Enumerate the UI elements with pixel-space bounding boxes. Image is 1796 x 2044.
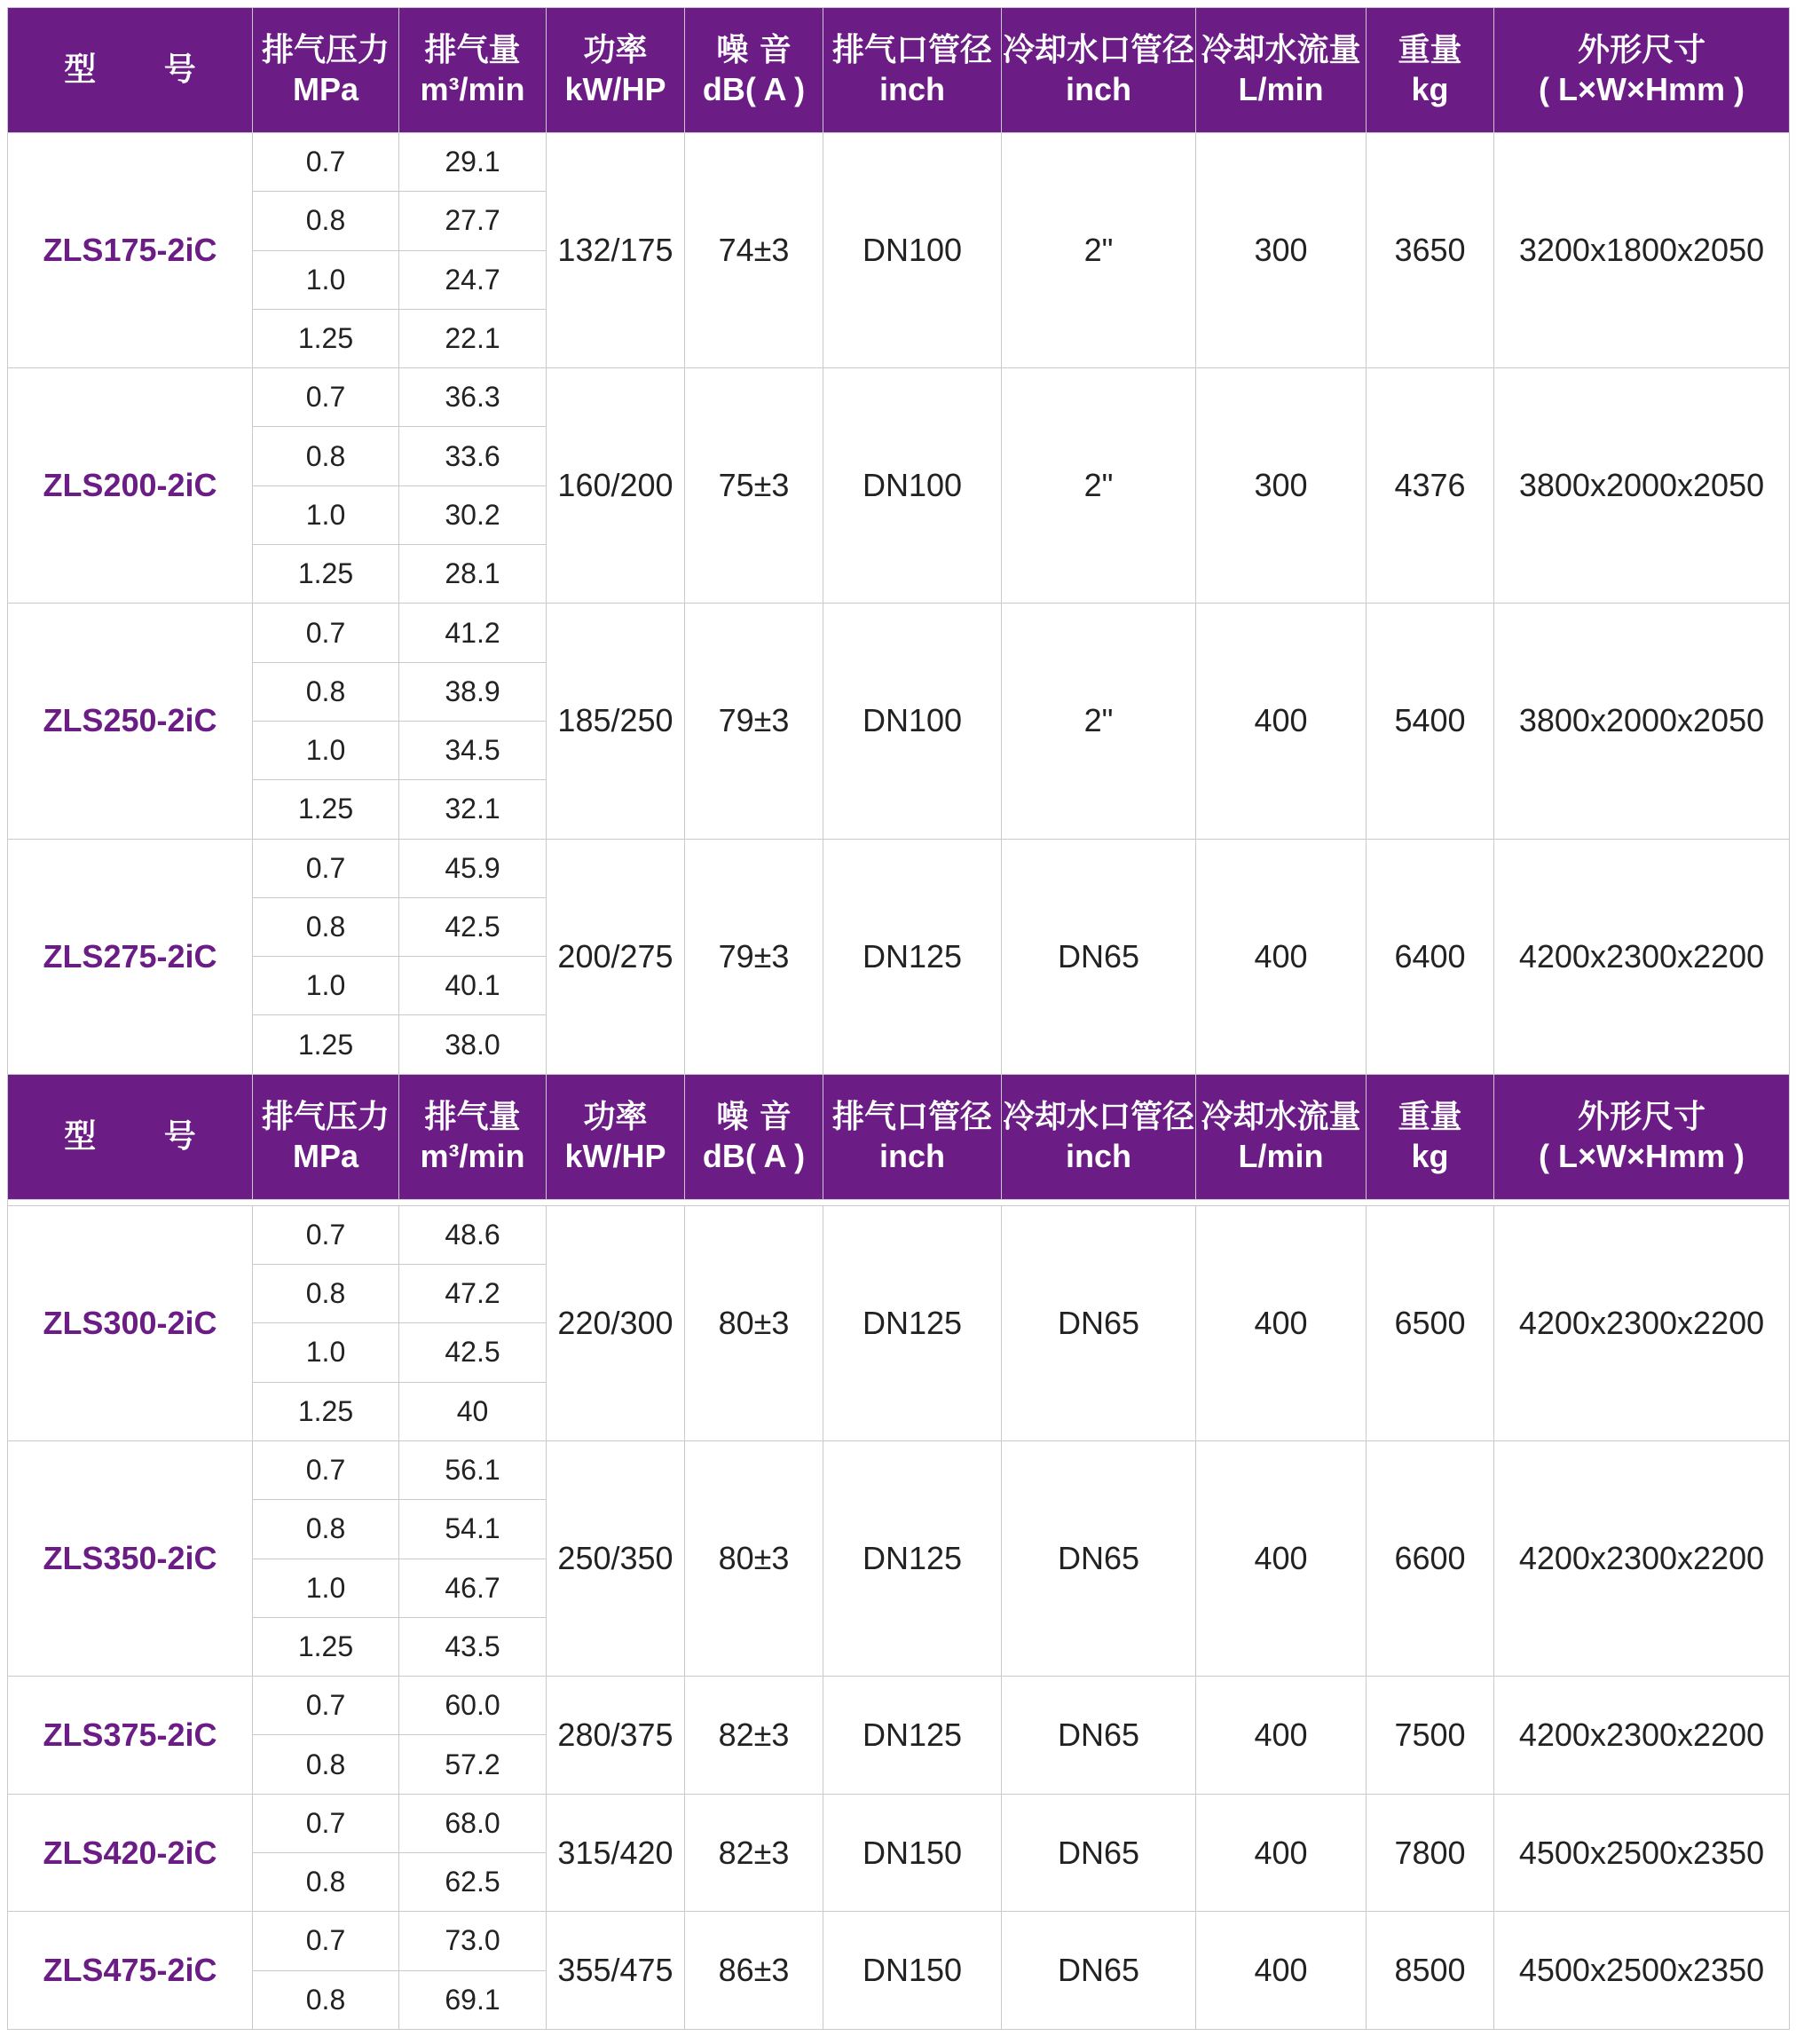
pressure-cell: 0.8	[253, 1500, 399, 1559]
power-cell: 160/200	[547, 368, 685, 604]
noise-cell: 80±3	[685, 1205, 823, 1440]
header-pressure: 排气压力 MPa	[253, 8, 399, 133]
flow-cell: 40.1	[399, 957, 547, 1015]
pressure-cell: 1.25	[253, 309, 399, 367]
power-cell: 315/420	[547, 1794, 685, 1912]
header-flow: 排气量 m³/min	[399, 8, 547, 133]
pressure-cell: 0.7	[253, 1794, 399, 1852]
flow-cell: 73.0	[399, 1912, 547, 1970]
noise-cell: 74±3	[685, 133, 823, 368]
header-outlet: 排气口管径 inch	[823, 1074, 1002, 1199]
pressure-cell: 1.0	[253, 485, 399, 544]
size-cell: 4200x2300x2200	[1494, 1205, 1790, 1440]
outlet-cell: DN125	[823, 839, 1002, 1074]
table-row	[8, 1440, 1790, 1499]
size-cell: 3800x2000x2050	[1494, 368, 1790, 604]
cooling-flow-cell: 400	[1196, 1205, 1367, 1440]
header-cooling-pipe: 冷却水口管径 inch	[1002, 8, 1196, 133]
pressure-cell: 0.8	[253, 1970, 399, 2029]
header-flow: 排气量 m³/min	[399, 1074, 547, 1199]
table-row	[8, 604, 1790, 662]
pressure-cell: 1.0	[253, 957, 399, 1015]
weight-cell: 4376	[1367, 368, 1494, 604]
table-row	[8, 133, 1790, 192]
flow-cell: 68.0	[399, 1794, 547, 1852]
header-outlet: 排气口管径 inch	[823, 8, 1002, 133]
table-row	[8, 1677, 1790, 1735]
pressure-cell: 0.7	[253, 1440, 399, 1499]
model-name: ZLS420-2iC	[8, 1794, 253, 1912]
weight-cell: 6500	[1367, 1205, 1494, 1440]
power-cell: 355/475	[547, 1912, 685, 2030]
header-power: 功率 kW/HP	[547, 8, 685, 133]
flow-cell: 69.1	[399, 1970, 547, 2029]
power-cell: 132/175	[547, 133, 685, 368]
flow-cell: 57.2	[399, 1735, 547, 1794]
flow-cell: 43.5	[399, 1617, 547, 1676]
pressure-cell: 0.7	[253, 1912, 399, 1970]
pressure-cell: 0.7	[253, 368, 399, 427]
weight-cell: 6600	[1367, 1440, 1494, 1676]
model-name: ZLS250-2iC	[8, 604, 253, 839]
table-row	[8, 839, 1790, 897]
noise-cell: 82±3	[685, 1794, 823, 1912]
flow-cell: 45.9	[399, 839, 547, 897]
pressure-cell: 0.7	[253, 839, 399, 897]
outlet-cell: DN125	[823, 1677, 1002, 1795]
power-cell: 250/350	[547, 1440, 685, 1676]
header-noise: 噪 音 dB( A )	[685, 8, 823, 133]
cooling-pipe-cell: DN65	[1002, 1794, 1196, 1912]
table-row	[8, 1205, 1790, 1264]
cooling-pipe-cell: 2"	[1002, 604, 1196, 839]
power-cell: 185/250	[547, 604, 685, 839]
pressure-cell: 1.0	[253, 1323, 399, 1382]
cooling-flow-cell: 400	[1196, 839, 1367, 1074]
flow-cell: 38.0	[399, 1015, 547, 1074]
noise-cell: 79±3	[685, 839, 823, 1074]
pressure-cell: 0.8	[253, 427, 399, 485]
flow-cell: 54.1	[399, 1500, 547, 1559]
pressure-cell: 0.8	[253, 662, 399, 721]
pressure-cell: 0.7	[253, 604, 399, 662]
pressure-cell: 0.7	[253, 133, 399, 192]
model-name: ZLS350-2iC	[8, 1440, 253, 1676]
model-name: ZLS300-2iC	[8, 1205, 253, 1440]
pressure-cell: 1.25	[253, 1382, 399, 1440]
weight-cell: 8500	[1367, 1912, 1494, 2030]
pressure-cell: 1.0	[253, 250, 399, 309]
size-cell: 4200x2300x2200	[1494, 1440, 1790, 1676]
flow-cell: 33.6	[399, 427, 547, 485]
cooling-pipe-cell: DN65	[1002, 1440, 1196, 1676]
flow-cell: 36.3	[399, 368, 547, 427]
flow-cell: 62.5	[399, 1853, 547, 1912]
header-model: 型 号	[8, 1074, 253, 1199]
flow-cell: 30.2	[399, 485, 547, 544]
header-size: 外形尺寸 ( L×W×Hmm )	[1494, 8, 1790, 133]
weight-cell: 7500	[1367, 1677, 1494, 1795]
pressure-cell: 1.25	[253, 780, 399, 839]
outlet-cell: DN150	[823, 1912, 1002, 2030]
outlet-cell: DN100	[823, 133, 1002, 368]
power-cell: 200/275	[547, 839, 685, 1074]
power-cell: 220/300	[547, 1205, 685, 1440]
table-row	[8, 1912, 1790, 1970]
cooling-flow-cell: 400	[1196, 1794, 1367, 1912]
flow-cell: 42.5	[399, 897, 547, 956]
header-cooling-flow: 冷却水流量 L/min	[1196, 1074, 1367, 1199]
size-cell: 4500x2500x2350	[1494, 1912, 1790, 2030]
outlet-cell: DN100	[823, 604, 1002, 839]
header-gap	[8, 1199, 1790, 1205]
power-cell: 280/375	[547, 1677, 685, 1795]
size-cell: 4200x2300x2200	[1494, 839, 1790, 1074]
cooling-pipe-cell: DN65	[1002, 1677, 1196, 1795]
header-row	[8, 8, 1790, 133]
spec-table	[7, 7, 1790, 2030]
pressure-cell: 0.8	[253, 1735, 399, 1794]
noise-cell: 82±3	[685, 1677, 823, 1795]
header-cooling-pipe: 冷却水口管径 inch	[1002, 1074, 1196, 1199]
pressure-cell: 0.7	[253, 1677, 399, 1735]
cooling-pipe-cell: DN65	[1002, 1205, 1196, 1440]
weight-cell: 3650	[1367, 133, 1494, 368]
cooling-flow-cell: 300	[1196, 368, 1367, 604]
header-power: 功率 kW/HP	[547, 1074, 685, 1199]
flow-cell: 24.7	[399, 250, 547, 309]
cooling-flow-cell: 400	[1196, 1440, 1367, 1676]
flow-cell: 28.1	[399, 545, 547, 604]
pressure-cell: 0.8	[253, 1265, 399, 1323]
header-pressure: 排气压力 MPa	[253, 1074, 399, 1199]
cooling-flow-cell: 400	[1196, 604, 1367, 839]
flow-cell: 41.2	[399, 604, 547, 662]
header-noise: 噪 音 dB( A )	[685, 1074, 823, 1199]
header-model: 型 号	[8, 8, 253, 133]
pressure-cell: 1.25	[253, 545, 399, 604]
model-name: ZLS475-2iC	[8, 1912, 253, 2030]
header-weight: 重量 kg	[1367, 1074, 1494, 1199]
cooling-flow-cell: 400	[1196, 1677, 1367, 1795]
flow-cell: 42.5	[399, 1323, 547, 1382]
cooling-flow-cell: 300	[1196, 133, 1367, 368]
flow-cell: 29.1	[399, 133, 547, 192]
noise-cell: 80±3	[685, 1440, 823, 1676]
pressure-cell: 0.7	[253, 1205, 399, 1264]
noise-cell: 75±3	[685, 368, 823, 604]
pressure-cell: 0.8	[253, 897, 399, 956]
flow-cell: 46.7	[399, 1559, 547, 1617]
noise-cell: 86±3	[685, 1912, 823, 2030]
pressure-cell: 0.8	[253, 192, 399, 250]
pressure-cell: 1.0	[253, 721, 399, 779]
pressure-cell: 0.8	[253, 1853, 399, 1912]
size-cell: 3800x2000x2050	[1494, 604, 1790, 839]
outlet-cell: DN125	[823, 1440, 1002, 1676]
flow-cell: 32.1	[399, 780, 547, 839]
cooling-flow-cell: 400	[1196, 1912, 1367, 2030]
pressure-cell: 1.25	[253, 1617, 399, 1676]
cooling-pipe-cell: 2"	[1002, 133, 1196, 368]
model-name: ZLS200-2iC	[8, 368, 253, 604]
header-size: 外形尺寸 ( L×W×Hmm )	[1494, 1074, 1790, 1199]
header-row	[8, 1074, 1790, 1199]
header-cooling-flow: 冷却水流量 L/min	[1196, 8, 1367, 133]
model-name: ZLS375-2iC	[8, 1677, 253, 1795]
size-cell: 4500x2500x2350	[1494, 1794, 1790, 1912]
weight-cell: 7800	[1367, 1794, 1494, 1912]
table-row	[8, 368, 1790, 427]
pressure-cell: 1.0	[253, 1559, 399, 1617]
weight-cell: 5400	[1367, 604, 1494, 839]
noise-cell: 79±3	[685, 604, 823, 839]
outlet-cell: DN100	[823, 368, 1002, 604]
flow-cell: 47.2	[399, 1265, 547, 1323]
size-cell: 4200x2300x2200	[1494, 1677, 1790, 1795]
model-name: ZLS275-2iC	[8, 839, 253, 1074]
pressure-cell: 1.25	[253, 1015, 399, 1074]
flow-cell: 48.6	[399, 1205, 547, 1264]
flow-cell: 22.1	[399, 309, 547, 367]
cooling-pipe-cell: DN65	[1002, 1912, 1196, 2030]
flow-cell: 56.1	[399, 1440, 547, 1499]
weight-cell: 6400	[1367, 839, 1494, 1074]
size-cell: 3200x1800x2050	[1494, 133, 1790, 368]
cooling-pipe-cell: DN65	[1002, 839, 1196, 1074]
flow-cell: 34.5	[399, 721, 547, 779]
cooling-pipe-cell: 2"	[1002, 368, 1196, 604]
table-row	[8, 1794, 1790, 1852]
header-weight: 重量 kg	[1367, 8, 1494, 133]
outlet-cell: DN150	[823, 1794, 1002, 1912]
outlet-cell: DN125	[823, 1205, 1002, 1440]
flow-cell: 40	[399, 1382, 547, 1440]
flow-cell: 38.9	[399, 662, 547, 721]
flow-cell: 27.7	[399, 192, 547, 250]
model-name: ZLS175-2iC	[8, 133, 253, 368]
flow-cell: 60.0	[399, 1677, 547, 1735]
